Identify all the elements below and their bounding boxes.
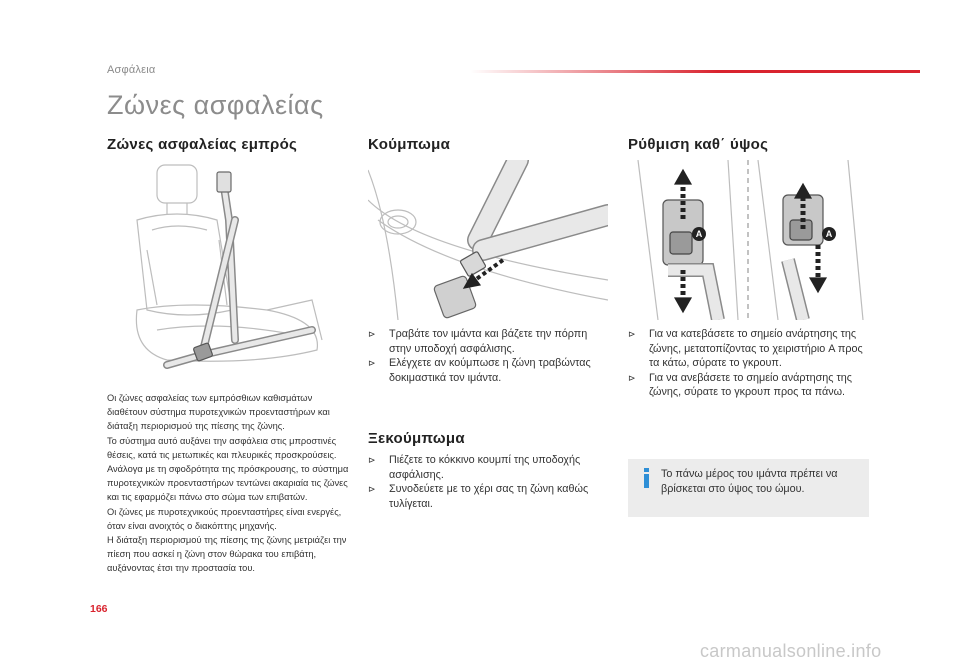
unfastening-list [368, 453, 608, 511]
info-box [628, 459, 869, 517]
bullet-arrow-icon: ⊳ [368, 484, 376, 495]
info-icon [643, 468, 650, 488]
bullet-arrow-icon: ⊳ [628, 329, 636, 339]
front-belts-text [107, 391, 352, 576]
front-belts-paragraph: Το σύστημα αυτό αυξάνει την ασφάλεια στις μπροστινές θέσεις, κατά τις μετωπικές και πλευρικές προσκρούσεις. Ανάλογα με τη σφοδρότητα της πρόσκρουσης, το σύστημα πυροτεχνικών προενταστήρων τεντώνει ακαριαία τις ζώνες και τις εφαρμόζει πάνω στο σώμα των επιβατών. [107, 435, 349, 503]
callout-a-left [692, 227, 706, 241]
list-item-text: Για να κατεβάσετε το σημείο ανάρτησης της ζώνης, μετατοπίζοντας το χειριστήριο A προς τα κάτω, σύρατε το γκρουπ. [649, 328, 863, 370]
info-text: Το πάνω μέρος του ιμάντα πρέπει να βρίσκεται στο ύψος του ώμου. [661, 468, 838, 495]
fastening-list [368, 327, 608, 385]
watermark: carmanualsonline.info [700, 641, 882, 661]
front-belts-paragraph: Οι ζώνες με πυροτεχνικούς προενταστήρες είναι ενεργές, όταν είναι ανοιχτός ο διακόπτης μηχανής. [107, 506, 342, 531]
list-item [368, 356, 608, 385]
callout-a-right-label: A [825, 229, 833, 239]
height-adjust-illustration [628, 160, 869, 320]
fastening-heading: Κούμπωμα [368, 136, 451, 153]
list-item [628, 371, 873, 400]
page-title: Ζώνες ασφαλείας [107, 90, 324, 120]
fastening-illustration [368, 160, 608, 320]
callout-a-right [822, 227, 836, 241]
unfastening-heading: Ξεκούμπωμα [368, 430, 465, 447]
header-divider [470, 70, 920, 73]
seat-belt-illustration [107, 160, 332, 385]
front-belts-heading: Ζώνες ασφαλείας εμπρός [107, 136, 298, 153]
list-item [628, 327, 873, 371]
front-belts-paragraph: Οι ζώνες ασφαλείας των εμπρόσθιων καθισμάτων διαθέτουν σύστημα πυροτεχνικών προενταστήρων και διάταξη περιορισμού της πίεσης της ζώνης. [107, 393, 330, 432]
list-item-text: Ελέγχετε αν κούμπωσε η ζώνη τραβώντας δοκιμαστικά τον ιμάντα. [389, 357, 591, 384]
bullet-arrow-icon: ⊳ [368, 455, 376, 465]
list-item [368, 453, 608, 482]
list-item-text: Για να ανεβάσετε το σημείο ανάρτησης της ζώνης, σύρατε το γκρουπ προς τα πάνω. [649, 371, 852, 399]
list-item [368, 327, 608, 356]
list-item-text: Συνοδεύετε με το χέρι σας τη ζώνη καθώς τυλίγεται. [389, 483, 589, 510]
bullet-arrow-icon: ⊳ [368, 358, 376, 369]
bullet-arrow-icon: ⊳ [628, 372, 636, 383]
height-adjust-heading: Ρύθμιση καθ΄ ύψος [628, 136, 769, 153]
page-number: 166 [90, 603, 108, 615]
bullet-arrow-icon: ⊳ [368, 329, 376, 339]
front-belts-paragraph: Η διάταξη περιορισμού της πίεσης της ζώνης μετριάζει την πίεση που ασκεί η ζώνη στον θώρακα του επιβάτη, αυξάνοντας έτσι την προστασία του. [107, 535, 347, 574]
list-item-text: Πιέζετε το κόκκινο κουμπί της υποδοχής ασφάλισης. [389, 454, 581, 481]
section-label: Ασφάλεια [107, 64, 156, 76]
list-item [368, 482, 608, 511]
list-item-text: Τραβάτε τον ιμάντα και βάζετε την πόρπη στην υποδοχή ασφάλισης. [389, 328, 588, 355]
callout-a-left-label: A [695, 229, 703, 239]
height-adjust-list [628, 327, 873, 400]
